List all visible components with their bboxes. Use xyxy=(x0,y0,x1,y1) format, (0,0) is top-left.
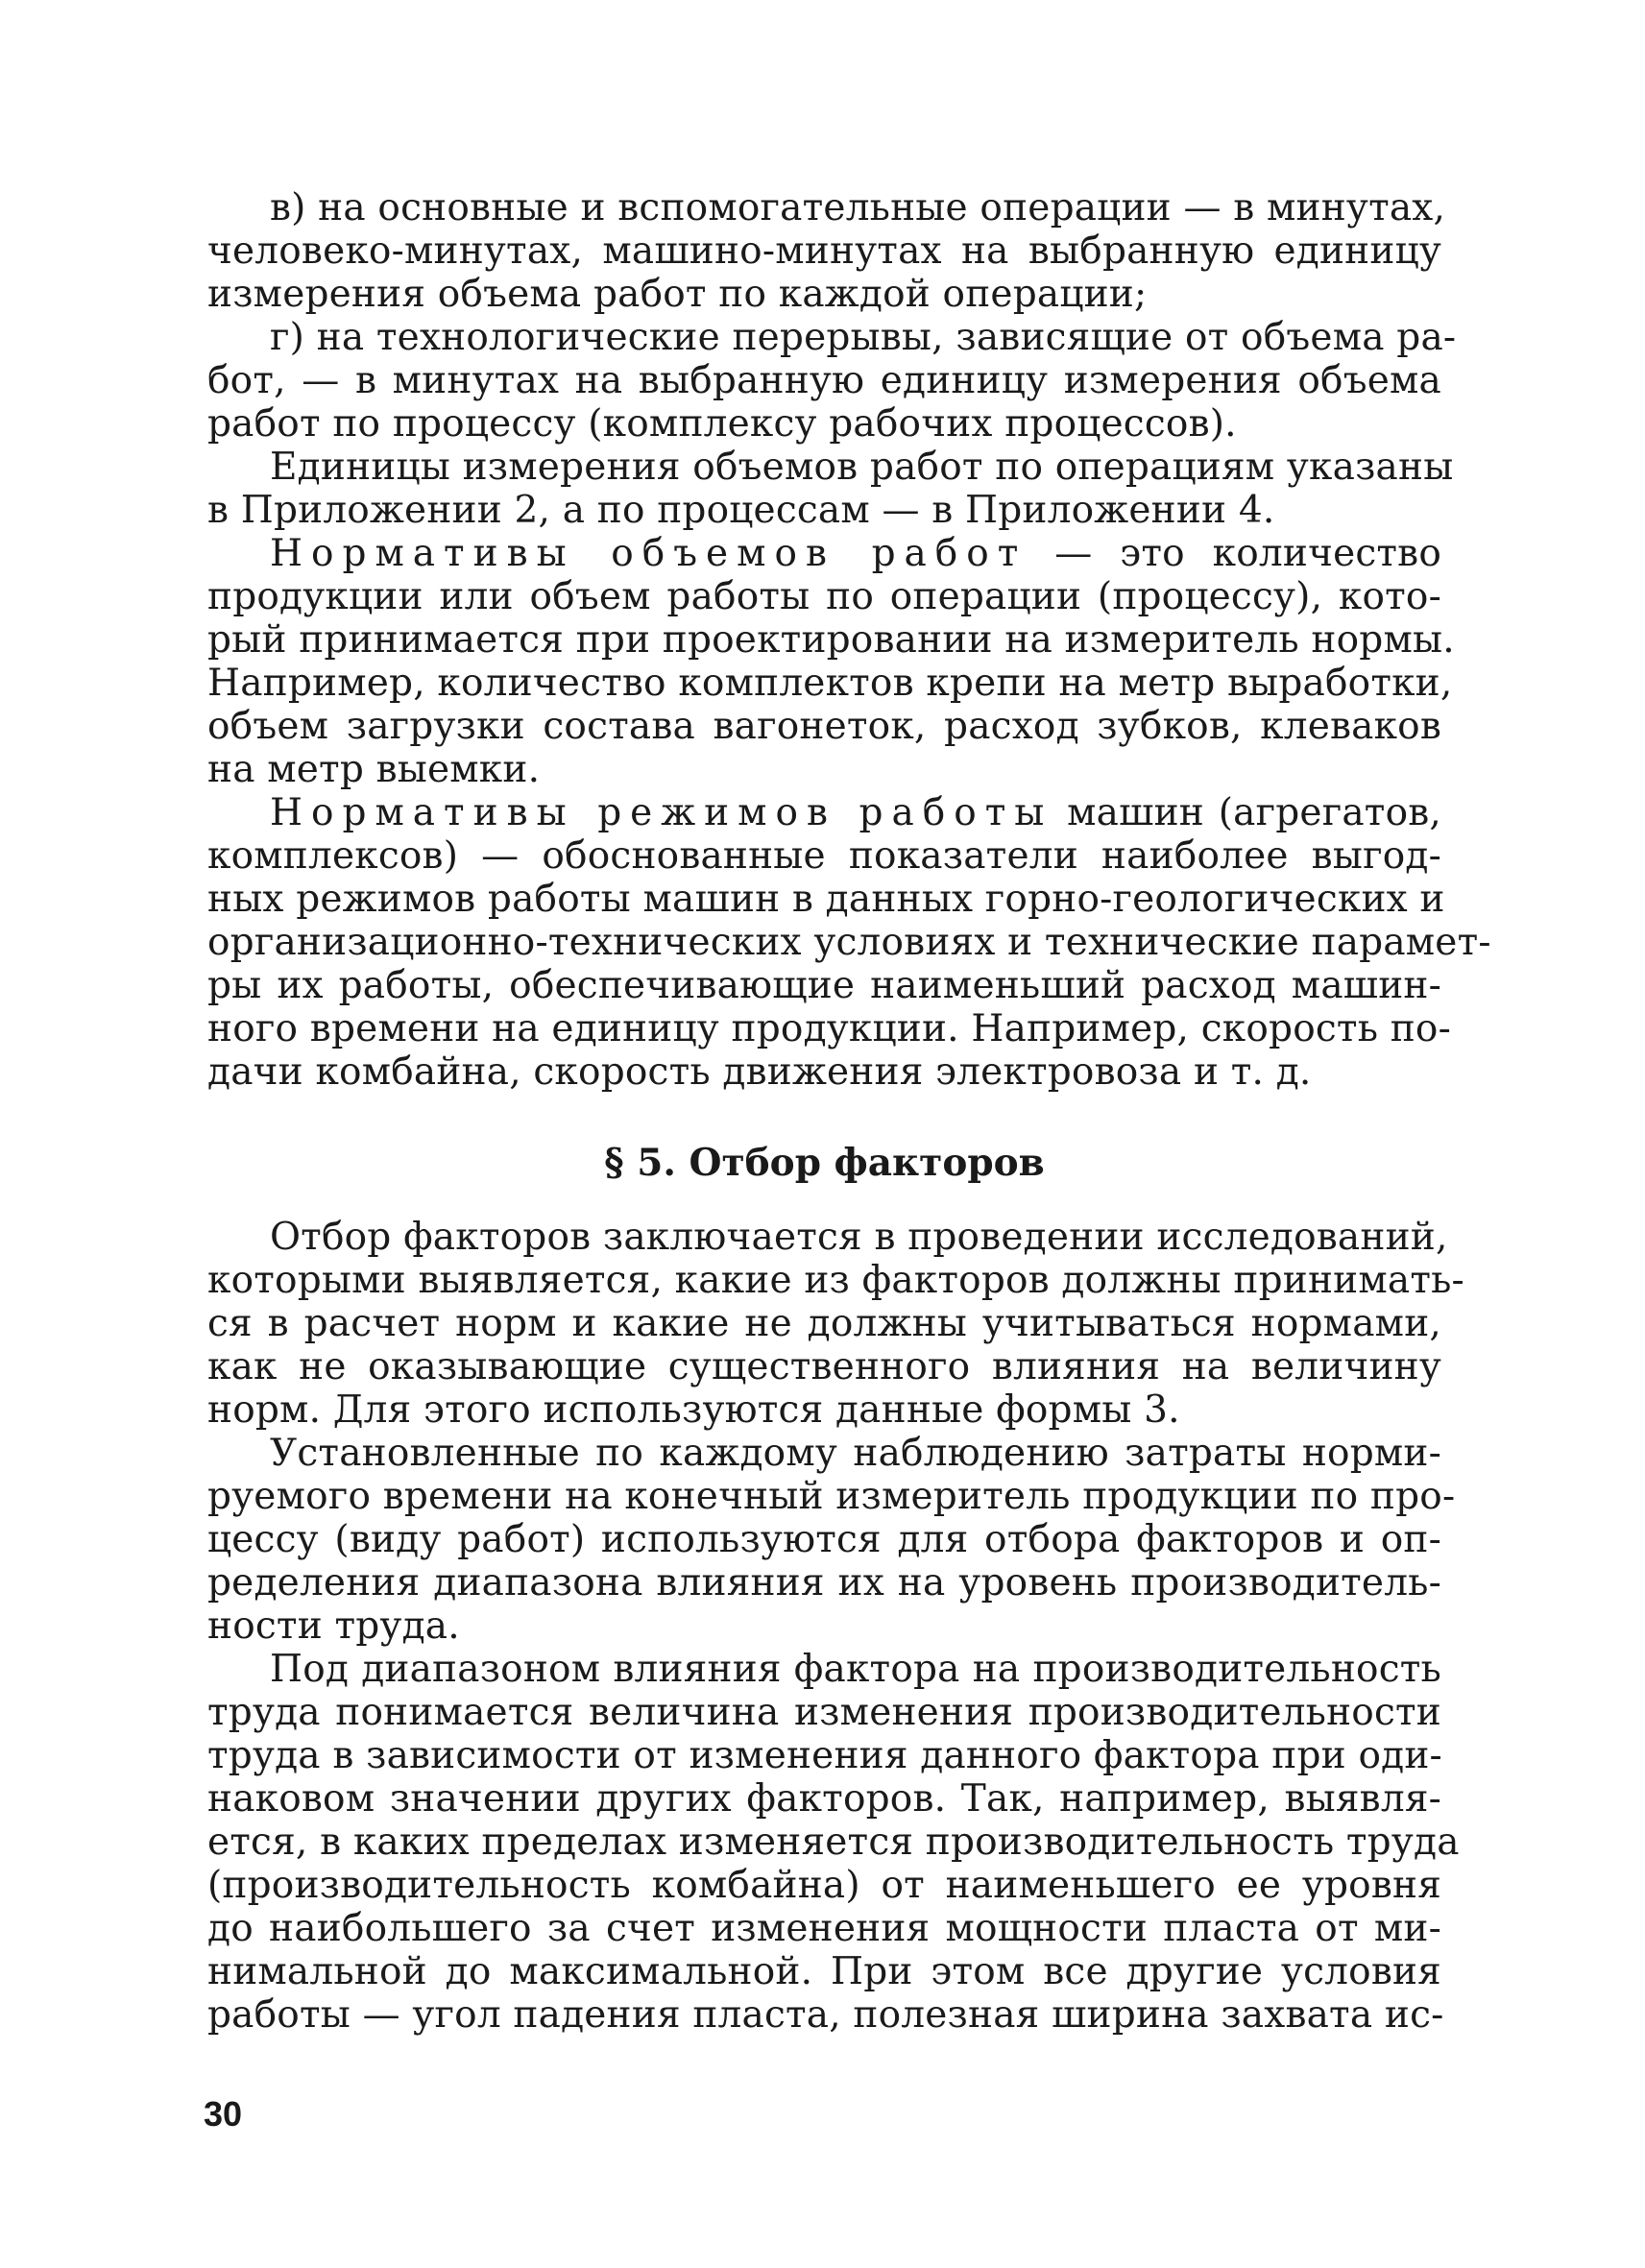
text-line: Например, количество комплектов крепи на метр выработки, xyxy=(207,662,1453,705)
text-line: организационно-технических условиях и технические парамет- xyxy=(207,921,1491,964)
lower-text-block xyxy=(207,1216,1464,2037)
text-line: бот, — в минутах на выбранную единицу измерения объема xyxy=(207,359,1441,402)
text-line: труда в зависимости от изменения данного фактора при оди- xyxy=(207,1734,1442,1777)
text-line: ности труда. xyxy=(207,1604,460,1648)
text-line: которыми выявляется, какие из факторов должны принимать- xyxy=(207,1259,1464,1302)
text-line: комплексов) — обоснованные показатели наиболее выгод- xyxy=(207,834,1441,878)
upper-text-block xyxy=(207,186,1491,1094)
text-line xyxy=(207,532,1441,575)
text-line: норм. Для этого используются данные формы 3. xyxy=(207,1388,1180,1432)
text-line: в Приложении 2, а по процессам — в Приложении 4. xyxy=(207,489,1275,532)
paragraph-units xyxy=(207,446,1454,532)
text-line: ры их работы, обеспечивающие наименьший расход машин- xyxy=(207,964,1441,1007)
text-fragment: — это количество xyxy=(1027,532,1441,575)
spaced-term: Нормативы объемов работ xyxy=(270,532,1028,575)
text-fragment: машин (агрегатов, xyxy=(1052,791,1441,834)
paragraph-technological-breaks xyxy=(207,316,1457,446)
text-line: как не оказывающие существенного влияния на величину xyxy=(207,1345,1441,1388)
text-line: Установленные по каждому наблюдению затраты норми- xyxy=(270,1432,1441,1475)
text-line xyxy=(207,791,1441,834)
text-line: ределения диапазона влияния их на уровень производитель- xyxy=(207,1561,1441,1604)
paragraph-operations xyxy=(207,186,1446,316)
paragraph-factor-selection xyxy=(207,1216,1464,1432)
paragraph-influence-range xyxy=(207,1648,1460,2037)
text-line: труда понимается величина изменения производительности xyxy=(207,1691,1441,1734)
text-line: объем загрузки состава вагонеток, расход зубков, клеваков xyxy=(207,705,1441,748)
text-line: руемого времени на конечный измеритель продукции по про- xyxy=(207,1475,1456,1518)
text-line: ется, в каких пределах изменяется производительность труда xyxy=(207,1821,1460,1864)
spaced-term: Нормативы режимов работы xyxy=(270,791,1053,834)
text-line: (производительность комбайна) от наименьшего ее уровня xyxy=(207,1864,1441,1907)
text-line: человеко-минутах, машино-минутах на выбранную единицу xyxy=(207,229,1441,273)
text-line: в) на основные и вспомогательные операции — в минутах, xyxy=(270,186,1446,229)
text-line: Отбор факторов заключается в проведении исследований, xyxy=(270,1216,1448,1259)
page-number: 30 xyxy=(204,2094,243,2134)
text-line: ного времени на единицу продукции. Например, скорость по- xyxy=(207,1007,1451,1050)
text-line: на метр выемки. xyxy=(207,748,541,791)
text-line: ся в расчет норм и какие не должны учитываться нормами, xyxy=(207,1302,1441,1345)
text-line: г) на технологические перерывы, зависящие от объема ра- xyxy=(270,316,1457,359)
paragraph-volume-norms xyxy=(207,532,1455,791)
text-line: работ по процессу (комплексу рабочих процессов). xyxy=(207,402,1237,446)
text-line: до наибольшего за счет изменения мощности пласта от ми- xyxy=(207,1907,1441,1950)
text-line: Под диапазоном влияния фактора на производительность xyxy=(270,1648,1441,1691)
section-heading: § 5. Отбор факторов xyxy=(604,1141,1045,1185)
text-line: Единицы измерения объемов работ по операциям указаны xyxy=(270,446,1454,489)
text-line: продукции или объем работы по операции (процессу), кото- xyxy=(207,575,1441,618)
paragraph-machine-modes xyxy=(207,791,1491,1094)
text-line: нимальной до максимальной. При этом все другие условия xyxy=(207,1950,1441,1993)
text-line: работы — угол падения пласта, полезная ширина захвата ис- xyxy=(207,1993,1444,2037)
paragraph-time-costs xyxy=(207,1432,1456,1648)
text-line: рый принимается при проектировании на измеритель нормы. xyxy=(207,618,1455,662)
text-line: цессу (виду работ) используются для отбора факторов и оп- xyxy=(207,1518,1441,1561)
text-line: наковом значении других факторов. Так, например, выявля- xyxy=(207,1777,1441,1821)
text-line: дачи комбайна, скорость движения электровоза и т. д. xyxy=(207,1050,1312,1094)
text-line: измерения объема работ по каждой операции; xyxy=(207,273,1148,316)
text-line: ных режимов работы машин в данных горно-геологических и xyxy=(207,878,1445,921)
